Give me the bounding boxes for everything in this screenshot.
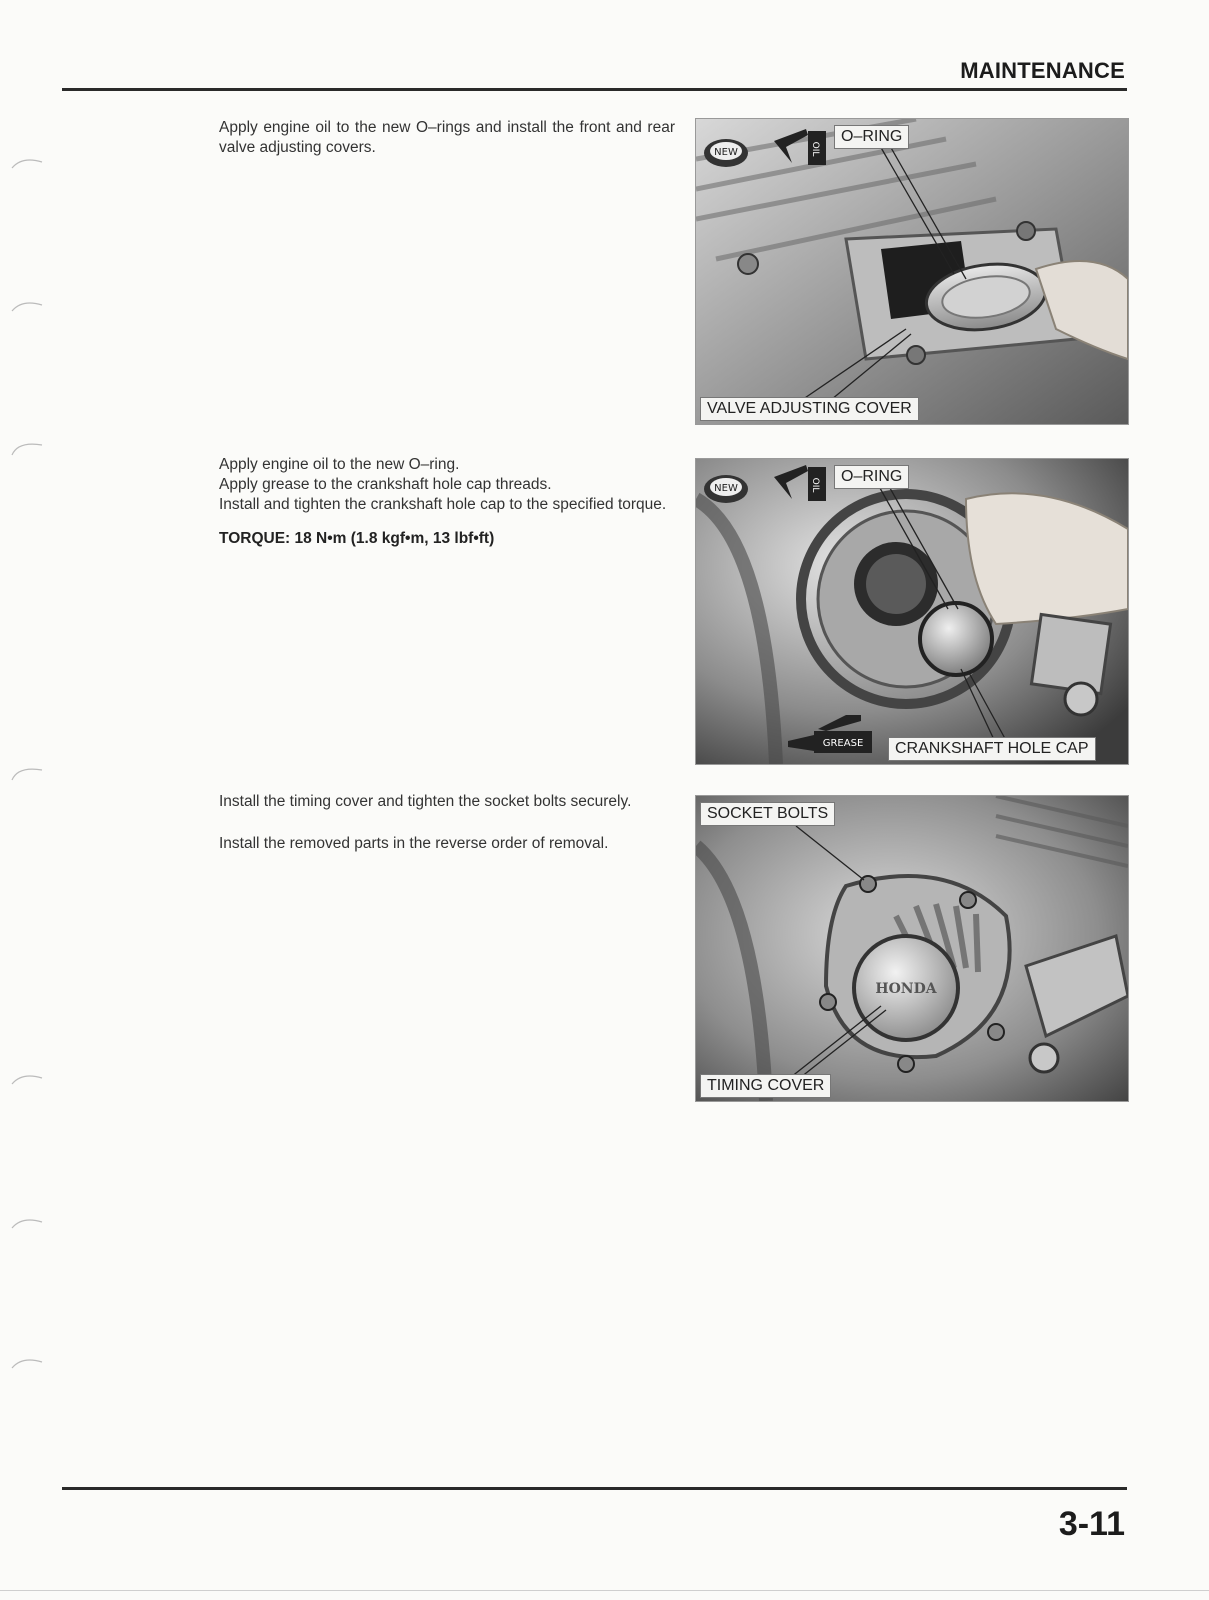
- crankshaft-hole-cap-callout: CRANKSHAFT HOLE CAP: [888, 737, 1096, 761]
- new-symbol-text: NEW: [714, 483, 738, 494]
- margin-mark: [8, 1212, 48, 1234]
- step-1-instruction: Apply engine oil to the new O–rings and install the front and rear valve adjusting covers.: [219, 119, 675, 156]
- margin-mark: [8, 762, 48, 784]
- crankshaft-cap-photo: [695, 458, 1129, 765]
- step-1-text-block: [219, 118, 675, 158]
- timing-cover-illustration: [696, 796, 1128, 1101]
- timing-cover-photo: [695, 795, 1129, 1102]
- step-3-instruction: Install the timing cover and tighten the socket bolts securely.: [219, 793, 632, 810]
- new-symbol-text: NEW: [714, 147, 738, 158]
- o-ring-callout: O–RING: [834, 125, 909, 149]
- crankshaft-cap-illustration: [696, 459, 1128, 764]
- new-part-icon: [704, 139, 748, 167]
- timing-cover-callout: TIMING COVER: [700, 1074, 831, 1098]
- new-part-icon: [704, 475, 748, 503]
- valve-cover-photo: [695, 118, 1129, 425]
- oil-symbol-text: OIL: [810, 477, 820, 493]
- margin-mark: [8, 152, 48, 174]
- torque-spec: TORQUE: 18 N•m (1.8 kgf•m, 13 lbf•ft): [219, 530, 495, 547]
- socket-bolts-callout: SOCKET BOLTS: [700, 802, 835, 826]
- margin-mark: [8, 437, 48, 459]
- o-ring-callout: O–RING: [834, 465, 909, 489]
- step-2-line-1: Apply engine oil to the new O–ring.: [219, 456, 460, 473]
- margin-mark: [8, 1352, 48, 1374]
- footer-rule: [62, 1487, 1127, 1490]
- valve-adjusting-cover-callout: VALVE ADJUSTING COVER: [700, 397, 919, 421]
- oil-symbol-text: OIL: [810, 141, 820, 157]
- grease-symbol-text: GREASE: [822, 738, 864, 749]
- margin-mark: [8, 1068, 48, 1090]
- step-3-reassembly-note: Install the removed parts in the reverse order of removal.: [219, 835, 609, 852]
- section-title: MAINTENANCE: [960, 58, 1125, 83]
- page-number: 3-11: [1058, 1505, 1125, 1543]
- step-3-text-block: [219, 792, 675, 854]
- honda-emblem: HONDA: [875, 981, 937, 997]
- margin-mark: [8, 295, 48, 317]
- step-2-text-block: [219, 455, 675, 549]
- valve-cover-illustration: [696, 119, 1128, 424]
- step-2-line-2: Apply grease to the crankshaft hole cap threads.: [219, 476, 552, 493]
- step-2-line-3: Install and tighten the crankshaft hole cap to the specified torque.: [219, 496, 667, 513]
- scan-edge-line: [0, 1590, 1209, 1591]
- header-rule: [62, 88, 1127, 91]
